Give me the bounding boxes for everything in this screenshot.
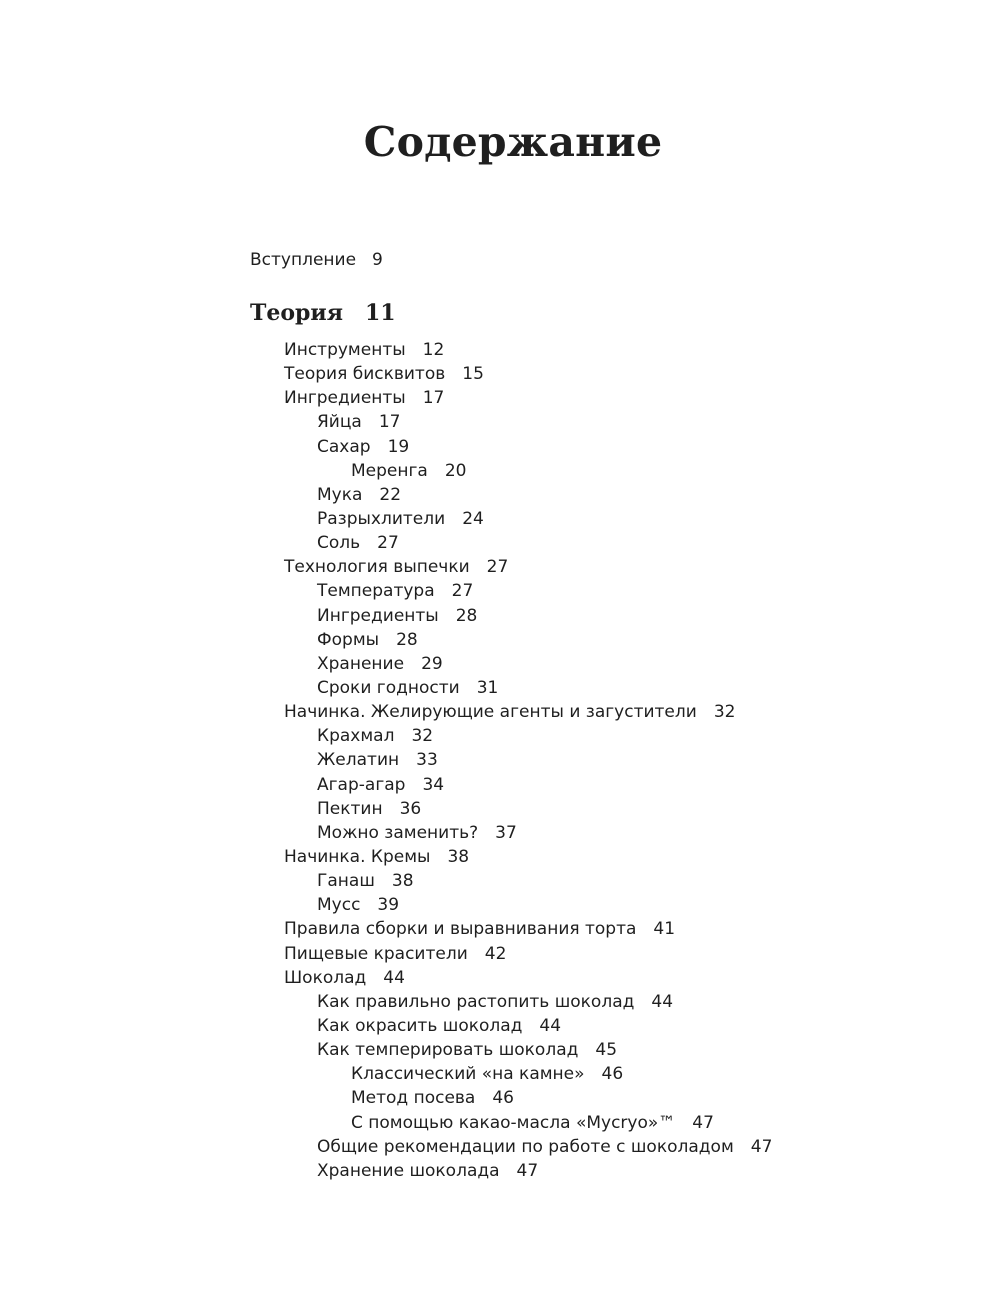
toc-list	[284, 338, 772, 1183]
toc-entry-page: 28	[455, 605, 478, 626]
toc-entry-page: 32	[713, 702, 736, 723]
toc-entry-page: 27	[451, 581, 474, 602]
toc-entry-page: 12	[422, 340, 445, 360]
toc-entry-label: Агар-агар	[317, 774, 406, 795]
toc-entry-label: Яйца	[317, 412, 362, 433]
toc-entry-page: 37	[495, 822, 517, 843]
toc-entry-label: Ингредиенты	[284, 388, 406, 409]
toc-entry-label: Крахмал	[317, 726, 395, 747]
toc-entry[interactable]	[284, 386, 772, 410]
toc-entry[interactable]	[284, 1086, 772, 1110]
toc-entry[interactable]	[284, 410, 772, 434]
toc-intro-page: 9	[372, 250, 383, 270]
toc-entry-page: 44	[383, 967, 405, 988]
toc-entry[interactable]	[284, 652, 772, 676]
toc-entry-label: Можно заменить?	[317, 822, 479, 843]
toc-entry-label: Ингредиенты	[317, 605, 439, 626]
toc-entry-label: Правила сборки и выравнивания торта	[284, 919, 637, 940]
toc-entry-label: Ганаш	[317, 871, 375, 892]
toc-entry-label: Пищевые красители	[284, 943, 468, 964]
toc-entry[interactable]	[284, 676, 772, 700]
toc-entry-page: 44	[651, 991, 674, 1012]
toc-entry[interactable]	[284, 966, 772, 990]
toc-entry-page: 38	[391, 871, 414, 892]
toc-entry-page: 36	[399, 798, 422, 819]
toc-entry[interactable]	[284, 435, 772, 459]
toc-entry[interactable]	[284, 628, 772, 652]
toc-entry-page: 38	[447, 846, 470, 867]
toc-entry-label: Как правильно растопить шоколад	[317, 991, 635, 1012]
toc-entry[interactable]	[284, 1111, 772, 1135]
toc-entry-page: 32	[411, 726, 434, 747]
toc-entry[interactable]	[284, 507, 772, 531]
toc-entry[interactable]	[284, 1014, 772, 1038]
toc-entry-page: 47	[516, 1160, 539, 1181]
toc-entry[interactable]	[284, 604, 772, 628]
toc-entry-label: Меренга	[351, 460, 428, 481]
toc-entry-label: Классический «на камне»	[351, 1064, 585, 1085]
toc-entry-label: С помощью какао-масла «Mycryo»™	[351, 1112, 676, 1133]
toc-entry[interactable]	[284, 1038, 772, 1062]
toc-entry-label: Пектин	[317, 798, 383, 819]
toc-entry-label: Сахар	[317, 436, 371, 457]
toc-entry-label: Разрыхлители	[317, 508, 446, 529]
toc-entry-page: 19	[387, 436, 410, 457]
toc-entry-label: Начинка. Желирующие агенты и загустители	[284, 702, 697, 723]
toc-entry-page: 27	[486, 557, 509, 578]
toc-entry-page: 29	[421, 653, 443, 674]
toc-entry-page: 15	[462, 364, 484, 385]
toc-entry-page: 47	[692, 1112, 714, 1133]
toc-entry[interactable]	[284, 1062, 772, 1086]
toc-entry-page: 44	[539, 1015, 562, 1036]
toc-entry[interactable]	[284, 917, 772, 941]
toc-intro-label: Вступление	[250, 250, 357, 270]
toc-entry-label: Как окрасить шоколад	[317, 1015, 523, 1036]
toc-entry-label: Как темперировать шоколад	[317, 1040, 579, 1061]
toc-entry-page: 47	[750, 1136, 773, 1157]
toc-entry-label: Желатин	[317, 750, 400, 771]
toc-entry-page: 42	[484, 943, 507, 964]
toc-entry[interactable]	[284, 700, 772, 724]
toc-entry[interactable]	[284, 821, 772, 845]
toc-entry[interactable]	[284, 893, 772, 917]
toc-entry-page: 39	[377, 895, 400, 916]
toc-entry[interactable]	[284, 942, 772, 966]
toc-entry-label: Начинка. Кремы	[284, 846, 431, 867]
toc-entry-page: 20	[444, 460, 467, 481]
toc-entry[interactable]	[284, 1159, 772, 1183]
toc-entry[interactable]	[284, 773, 772, 797]
toc-entry[interactable]	[284, 531, 772, 555]
toc-entry-page: 17	[378, 412, 401, 433]
toc-entry[interactable]	[284, 748, 772, 772]
page-title: Содержание	[363, 118, 663, 166]
toc-intro[interactable]	[250, 248, 383, 272]
toc-entry[interactable]	[284, 869, 772, 893]
toc-entry[interactable]	[284, 1135, 772, 1159]
toc-entry-label: Метод посева	[351, 1088, 476, 1109]
toc-entry-page: 31	[476, 677, 499, 698]
toc-entry[interactable]	[284, 990, 772, 1014]
toc-entry-page: 45	[595, 1040, 618, 1061]
toc-entry-label: Шоколад	[284, 967, 367, 988]
toc-section-heading[interactable]	[250, 298, 396, 328]
toc-entry-page: 27	[377, 533, 399, 554]
toc-entry-label: Хранение шоколада	[317, 1160, 500, 1181]
toc-entry-page: 33	[416, 750, 438, 771]
toc-entry-page: 34	[422, 774, 445, 795]
toc-entry-label: Формы	[317, 629, 380, 650]
toc-entry-label: Теория бисквитов	[284, 364, 446, 385]
toc-entry-label: Температура	[317, 581, 435, 602]
toc-entry-page: 41	[653, 919, 676, 940]
toc-entry-label: Соль	[317, 533, 361, 554]
toc-entry-page: 46	[601, 1064, 624, 1085]
toc-entry-page: 28	[396, 629, 418, 650]
toc-entry-label: Общие рекомендации по работе с шоколадом	[317, 1136, 734, 1157]
toc-entry-page: 22	[379, 484, 402, 505]
toc-entry-label: Инструменты	[284, 340, 406, 360]
toc-section-page: 11	[365, 300, 396, 326]
toc-section-label: Теория	[250, 300, 343, 326]
toc-entry[interactable]	[284, 362, 772, 386]
toc-entry[interactable]	[284, 797, 772, 821]
toc-entry-label: Технология выпечки	[284, 557, 470, 578]
toc-entry-label: Мусс	[317, 895, 361, 916]
toc-entry[interactable]	[284, 555, 772, 579]
toc-entry[interactable]	[284, 724, 772, 748]
toc-entry-page: 46	[492, 1088, 514, 1109]
toc-entry[interactable]	[284, 338, 772, 362]
toc-entry-page: 17	[422, 388, 445, 409]
toc-entry[interactable]	[284, 579, 772, 603]
toc-entry[interactable]	[284, 459, 772, 483]
toc-entry-label: Сроки годности	[317, 677, 460, 698]
toc-entry-label: Мука	[317, 484, 363, 505]
toc-entry[interactable]	[284, 483, 772, 507]
toc-entry-page: 24	[462, 508, 484, 529]
toc-entry[interactable]	[284, 845, 772, 869]
toc-entry-label: Хранение	[317, 653, 405, 674]
